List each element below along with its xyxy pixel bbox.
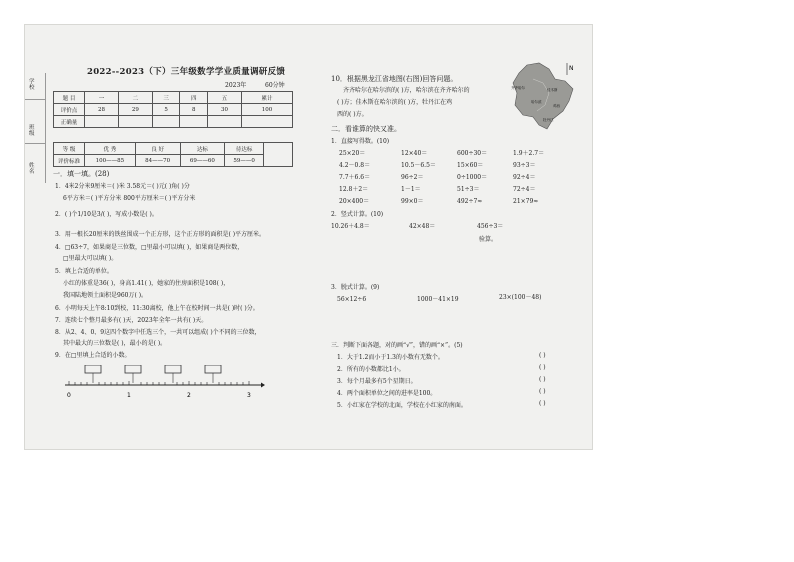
answer-box bbox=[165, 365, 181, 373]
stepwise-3: 23×(100－48) bbox=[499, 294, 542, 301]
oral-r4c1: 12.8＋2＝ bbox=[339, 186, 369, 193]
q5: 5．填上合适的单位。 bbox=[55, 268, 113, 275]
q8-line2: 其中最大的三位数是( )，最小的是( )。 bbox=[63, 340, 167, 347]
city-jixi: 鸡西 bbox=[553, 104, 560, 108]
q9: 9．在□里填上合适的小数。 bbox=[55, 352, 131, 359]
judge-answer-5[interactable]: ( ) bbox=[539, 400, 546, 407]
q6: 6．小明每天上午8:10到校，11:30离校，他上午在校时间一共是( )时( )分。 bbox=[55, 305, 259, 312]
score-cell[interactable] bbox=[242, 116, 293, 128]
section-3-heading: 三．判断下面各题，对的画“√”，错的画“×”。(5) bbox=[331, 342, 463, 349]
exam-title: 2022--2023（下）三年级数学学业质量调研反馈 bbox=[87, 67, 286, 77]
heilongjiang-map bbox=[509, 61, 579, 133]
section-1-heading: 一．填一填。(28) bbox=[53, 170, 110, 178]
oral-r1c1: 25×20＝ bbox=[339, 150, 366, 157]
score-cell[interactable] bbox=[208, 116, 242, 128]
judge-5: 5．小红家在学校的北面，学校在小红家的南面。 bbox=[337, 402, 467, 409]
oral-r1c4: 1.9＋2.7＝ bbox=[513, 150, 545, 157]
q7: 7．连续七个整月最多有( )天，2023年全年一共有( )天。 bbox=[55, 317, 208, 324]
tick-label-0: 0 bbox=[67, 392, 71, 399]
oral-r4c2: 1－1＝ bbox=[401, 186, 421, 193]
exam-duration: 60分钟 bbox=[265, 82, 285, 89]
number-line bbox=[65, 365, 265, 405]
oral-r3c1: 7.7＋6.6＝ bbox=[339, 174, 371, 181]
oral-r5c2: 99×0＝ bbox=[401, 198, 424, 205]
vert-calc-3: 456÷3＝ bbox=[477, 223, 504, 230]
oral-r5c4: 21×79≈ bbox=[513, 198, 539, 205]
oral-r1c3: 600÷30＝ bbox=[457, 150, 488, 157]
answer-box bbox=[205, 365, 221, 373]
tick-label-2: 2 bbox=[187, 392, 191, 399]
stepwise-1: 56×12÷6 bbox=[337, 296, 367, 303]
stepwise-2: 1000－41×19 bbox=[417, 296, 459, 303]
oral-r3c3: 0÷1000＝ bbox=[457, 174, 488, 181]
exam-sheet bbox=[24, 24, 593, 450]
grade-mark-cell[interactable] bbox=[264, 143, 293, 167]
s2-part2-heading: 2．竖式计算。(10) bbox=[331, 211, 384, 218]
city-harbin: 哈尔滨 bbox=[531, 100, 542, 104]
vert-calc-1: 10.26＋4.8＝ bbox=[331, 223, 370, 230]
exam-date: 2023年 bbox=[225, 82, 247, 89]
city-mudanjiang: 牡丹江 bbox=[543, 118, 554, 122]
score-cell[interactable] bbox=[118, 116, 152, 128]
s2-part3-heading: 3．脱式计算。(9) bbox=[331, 284, 380, 291]
judge-3: 3．每个月最多有5个星期日。 bbox=[337, 378, 417, 385]
judge-2: 2．所有的小数都比1小。 bbox=[337, 366, 405, 373]
judge-1: 1．大于1.2而小于1.3的小数有无数个。 bbox=[337, 354, 444, 361]
judge-4: 4．两个面积单位之间的进率是100。 bbox=[337, 390, 437, 397]
oral-r1c2: 12×40＝ bbox=[401, 150, 428, 157]
q1-line2: 6平方米＝( )平方分米 800平方厘米＝( )平方分米 bbox=[63, 195, 196, 202]
q8-line1: 8．从2、4、0、9这四个数字中任选三个，一共可以组成( )个不同的三位数， bbox=[55, 329, 261, 336]
oral-r4c3: 51÷3＝ bbox=[457, 186, 480, 193]
tick-label-3: 3 bbox=[247, 392, 251, 399]
q4-line2: □里最大可以填( )。 bbox=[63, 255, 118, 262]
oral-r2c4: 93÷3＝ bbox=[513, 162, 536, 169]
tick-label-1: 1 bbox=[127, 392, 131, 399]
judge-answer-4[interactable]: ( ) bbox=[539, 388, 546, 395]
binding-name: 姓 名 bbox=[29, 163, 35, 175]
oral-r5c3: 492÷7≈ bbox=[457, 198, 483, 205]
section-2-heading: 二．看谁算的快又准。 bbox=[331, 125, 401, 133]
oral-r2c1: 4.2－0.8＝ bbox=[339, 162, 371, 169]
oral-r2c3: 15×60＝ bbox=[457, 162, 484, 169]
binding-class: 班 级 bbox=[25, 117, 45, 144]
answer-box bbox=[85, 365, 101, 373]
q10-line1: 齐齐哈尔在哈尔滨的( )方，哈尔滨在齐齐哈尔的 bbox=[343, 87, 470, 94]
check-label: 验算。 bbox=[479, 236, 498, 243]
oral-r5c1: 20×400＝ bbox=[339, 198, 370, 205]
answer-boxes bbox=[85, 365, 221, 383]
q3: 3．用一根长20厘米的铁丝围成一个正方形，这个正方形的面积是( )平方厘米。 bbox=[55, 231, 266, 238]
answer-box bbox=[125, 365, 141, 373]
judge-answer-3[interactable]: ( ) bbox=[539, 376, 546, 383]
binding-column bbox=[25, 73, 46, 183]
judge-answer-1[interactable]: ( ) bbox=[539, 352, 546, 359]
s2-part1-heading: 1．直接写得数。(10) bbox=[331, 138, 390, 145]
oral-r3c4: 92÷4＝ bbox=[513, 174, 536, 181]
q2: 2．( )个1/10是3/( )，写成小数是( )。 bbox=[55, 211, 158, 218]
axis-arrow bbox=[261, 383, 265, 388]
q10-line2: ( )方；佳木斯在哈尔滨的( )方，牡丹江在鸡 bbox=[337, 99, 453, 106]
q5-line2: 我国陆地领土面积是960万( )。 bbox=[63, 292, 148, 299]
judge-answer-2[interactable]: ( ) bbox=[539, 364, 546, 371]
oral-r3c2: 96÷2＝ bbox=[401, 174, 424, 181]
score-cell[interactable] bbox=[180, 116, 208, 128]
north-label: N bbox=[569, 65, 574, 72]
vert-calc-2: 42×48＝ bbox=[409, 223, 436, 230]
oral-r2c2: 10.5－6.5＝ bbox=[401, 162, 436, 169]
q4-line1: 4．□63÷7，如果商是三位数，□里最小可以填( )，如果商是两位数， bbox=[55, 244, 244, 251]
q1-line1: 1．4米2分米9厘米＝( )米 3.58元＝( )元( )角( )分 bbox=[55, 183, 190, 190]
score-cell[interactable] bbox=[152, 116, 180, 128]
score-cell[interactable] bbox=[85, 116, 119, 128]
q10: 10．根据黑龙江省地图(右图)回答问题。 bbox=[331, 75, 458, 83]
city-qiqihar: 齐齐哈尔 bbox=[511, 86, 525, 90]
score-table: 题 目 一 二 三 四 五 累计 评价点 28 29 5 8 30 100 正确量 bbox=[53, 91, 293, 128]
binding-school: 学 校 bbox=[25, 73, 45, 100]
city-jiamusi: 佳木斯 bbox=[547, 88, 558, 92]
oral-r4c4: 72÷4＝ bbox=[513, 186, 536, 193]
minor-ticks bbox=[69, 381, 249, 385]
q5-line1: 小红的体重是36( )，身高1.41( )，她家的住房面积是108( )， bbox=[63, 280, 230, 287]
q10-line3: 西的( )方。 bbox=[337, 111, 368, 118]
grade-table: 等 级 优 秀 良 好 达标 待达标 评价标准 100——85 84——70 69——60 59——0 bbox=[53, 142, 293, 167]
